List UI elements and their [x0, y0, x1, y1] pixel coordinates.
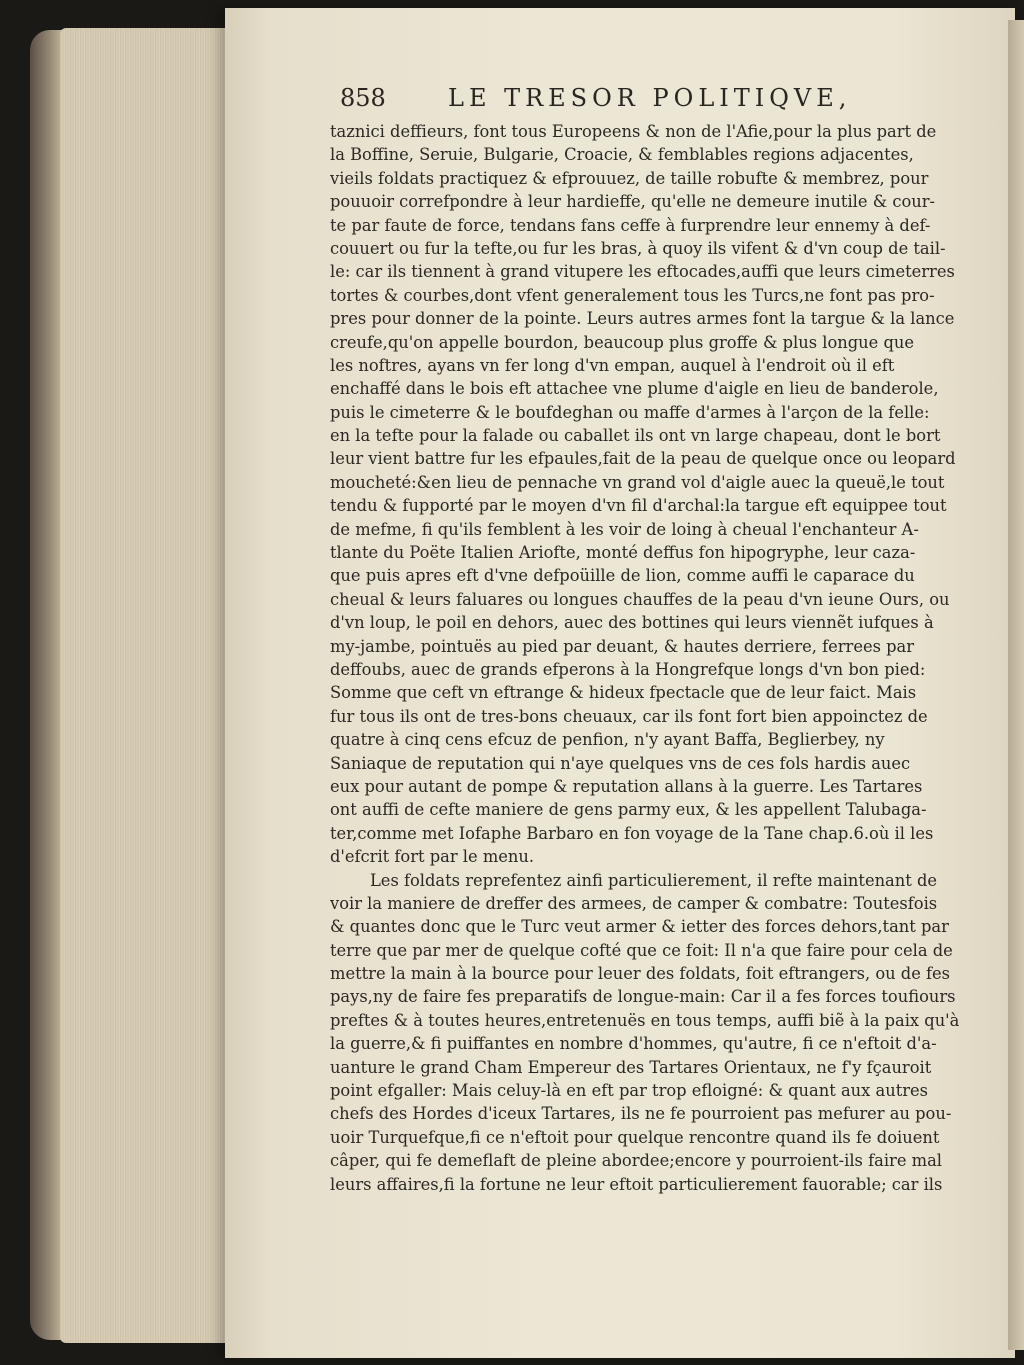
- text-line: preftes & à toutes heures,entretenuës en tous temps, auffi biẽ à la paix qu'à: [330, 1010, 960, 1030]
- text-line: creufe,qu'on appelle bourdon, beaucoup plus groffe & plus longue que: [330, 332, 915, 352]
- text-line: Les foldats reprefentez ainfi particulierement, il refte maintenant de: [370, 870, 938, 890]
- text-line: cheual & leurs faluares ou longues chauffes de la peau d'vn ieune Ours, ou: [330, 589, 950, 609]
- text-line: pays,ny de faire fes preparatifs de longue-main: Car il a fes forces toufiours: [330, 987, 956, 1007]
- text-line: terre que par mer de quelque cofté que ce foit: Il n'a que faire pour cela de: [330, 940, 953, 960]
- text-line: d'efcrit fort par le menu.: [330, 847, 535, 867]
- text-line: Somme que ceft vn eftrange & hideux fpectacle que de leur faict. Mais: [330, 683, 917, 703]
- page-number: 858: [340, 84, 386, 112]
- text-line: de mefme, fi qu'ils femblent à les voir de loing à cheual l'enchanteur A-: [330, 519, 919, 539]
- text-line: quatre à cinq cens efcuz de penfion, n'y ayant Baffa, Beglierbey, ny: [330, 730, 885, 750]
- page-stack-edges: [60, 28, 230, 1343]
- text-line: que puis apres eft d'vne defpoüille de lion, comme auffi le caparace du: [330, 566, 915, 586]
- text-line: le: car ils tiennent à grand vitupere les eftocades,auffi que leurs cimeterres: [330, 262, 955, 282]
- text-line: en la tefte pour la falade ou caballet ils ont vn large chapeau, dont le bort: [330, 426, 941, 446]
- text-line: pouuoir correfpondre à leur hardieffe, qu'elle ne demeure inutile & cour-: [330, 192, 936, 212]
- text-line: taznici deffieurs, font tous Europeens & non de l'Afie,pour la plus part de: [330, 122, 937, 141]
- text-line: moucheté:&en lieu de pennache vn grand vol d'aigle auec la queuë,le tout: [330, 472, 945, 492]
- text-line: tendu & fupporté par le moyen d'vn fil d'archal:la targue eft equippee tout: [330, 496, 947, 516]
- text-line: tortes & courbes,dont vfent generalement tous les Turcs,ne font pas pro-: [330, 285, 935, 305]
- text-line: eux pour autant de pompe & reputation allans à la guerre. Les Tartares: [330, 776, 923, 796]
- text-line: enchaffé dans le bois eft attachee vne plume d'aigle en lieu de banderole,: [330, 379, 939, 399]
- text-line: chefs des Hordes d'iceux Tartares, ils ne fe pourroient pas mefurer au pou-: [330, 1104, 952, 1124]
- text-line: d'vn loup, le poil en dehors, auec des bottines qui leurs viennẽt iufques à: [330, 613, 934, 633]
- body-text: [330, 120, 970, 1196]
- text-line: la Boffine, Seruie, Bulgarie, Croacie, & femblables regions adjacentes,: [330, 145, 914, 165]
- text-line: uoir Turquefque,fi ce n'eftoit pour quelque rencontre quand ils fe doiuent: [330, 1127, 940, 1147]
- text-line: vieils foldats practiquez & efprouuez, de taille robufte & membrez, pour: [330, 168, 929, 188]
- text-line: voir la maniere de dreffer des armees, de camper & combatre: Toutesfois: [330, 893, 938, 913]
- text-line: & quantes donc que le Turc veut armer & ietter des forces dehors,tant par: [330, 917, 949, 937]
- running-title: LE TRESOR POLITIQVE,: [448, 84, 852, 112]
- text-line: Saniaque de reputation qui n'aye quelques vns de ces fols hardis auec: [330, 753, 911, 773]
- text-line: deffoubs, auec de grands efperons à la Hongrefque longs d'vn bon pied:: [330, 659, 926, 679]
- running-header: [340, 84, 980, 120]
- text-line: uanture le grand Cham Empereur des Tartares Orientaux, ne f'y fçauroit: [330, 1057, 932, 1077]
- text-line: puis le cimeterre & le boufdeghan ou maffe d'armes à l'arçon de la felle:: [330, 402, 930, 422]
- text-line: fur tous ils ont de tres-bons cheuaux, car ils font fort bien appoinctez de: [330, 706, 928, 726]
- text-line: leurs affaires,fi la fortune ne leur eftoit particulierement fauorable; car ils: [330, 1174, 943, 1194]
- text-line: câper, qui fe demeflaft de pleine abordee;encore y pourroient-ils faire mal: [330, 1151, 942, 1171]
- text-line: tlante du Poëte Italien Ariofte, monté deffus fon hipogryphe, leur caza-: [330, 543, 916, 563]
- text-line: leur vient battre fur les efpaules,fait de la peau de quelque once ou leopard: [330, 449, 956, 469]
- text-line: my-jambe, pointuës au pied par deuant, & hautes derriere, ferrees par: [330, 636, 915, 656]
- text-line: mettre la main à la bource pour leuer des foldats, foit eftrangers, ou de fes: [330, 964, 951, 984]
- text-line: les noftres, ayans vn fer long d'vn empan, auquel à l'endroit où il eft: [330, 355, 895, 375]
- text-line: point efgaller: Mais celuy-là en eft par trop efloigné: & quant aux autres: [330, 1081, 929, 1101]
- facing-page-edge: [1008, 20, 1024, 1350]
- text-line: te par faute de force, tendans fans ceffe à furprendre leur ennemy à def-: [330, 215, 931, 235]
- text-line: ter,comme met Iofaphe Barbaro en fon voyage de la Tane chap.6.où il les: [330, 823, 934, 843]
- text-line: la guerre,& fi puiffantes en nombre d'hommes, qu'autre, fi ce n'eftoit d'a-: [330, 1034, 937, 1054]
- text-line: ont auffi de cefte maniere de gens parmy eux, & les appellent Talubaga-: [330, 800, 927, 820]
- text-line: couuert ou fur la tefte,ou fur les bras, à quoy ils vifent & d'vn coup de tail-: [330, 238, 946, 258]
- text-line: pres pour donner de la pointe. Leurs autres armes font la targue & la lance: [330, 309, 955, 329]
